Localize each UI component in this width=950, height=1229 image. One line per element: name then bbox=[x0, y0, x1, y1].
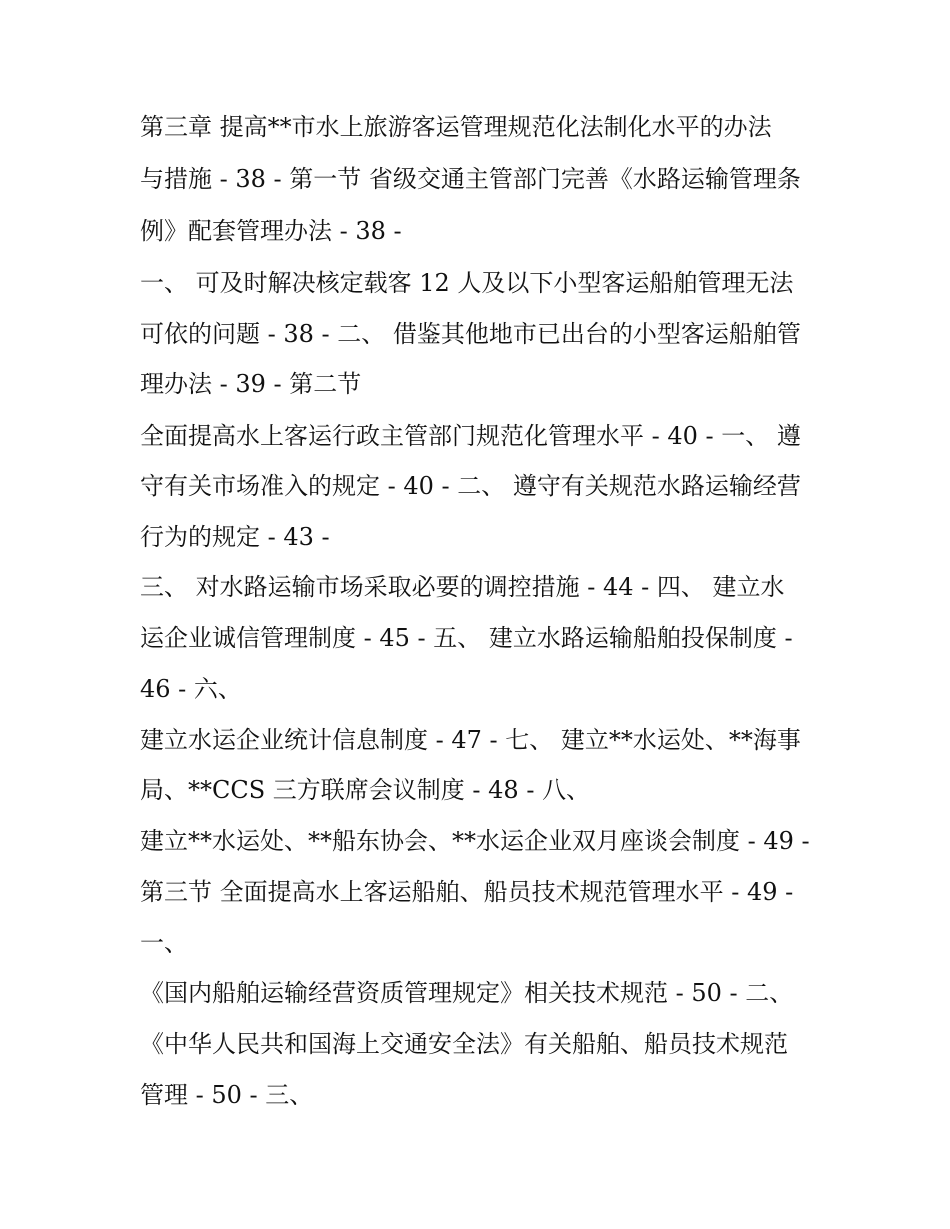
text-line: 一、 bbox=[140, 929, 188, 957]
text-line: 一、 可及时解决核定载客 12 人及以下小型客运船舶管理无法 bbox=[140, 269, 794, 297]
text-line: 例》配套管理办法 - 38 - bbox=[140, 217, 402, 245]
text-line: 运企业诚信管理制度 - 45 - 五、 建立水路运输船舶投保制度 - bbox=[140, 624, 793, 652]
text-line: 三、 对水路运输市场采取必要的调控措施 - 44 - 四、 建立水 bbox=[140, 573, 785, 601]
text-line: 理办法 - 39 - 第二节 bbox=[140, 370, 362, 398]
text-line: 与措施 - 38 - 第一节 省级交通主管部门完善《水路运输管理条 bbox=[140, 165, 801, 193]
text-line: 可依的问题 - 38 - 二、 借鉴其他地市已出台的小型客运船舶管 bbox=[140, 320, 801, 348]
text-line: 守有关市场准入的规定 - 40 - 二、 遵守有关规范水路运输经营 bbox=[140, 472, 801, 500]
text-line: 46 - 六、 bbox=[140, 675, 242, 703]
text-line: 建立**水运处、**船东协会、**水运企业双月座谈会制度 - 49 - bbox=[140, 827, 810, 855]
text-line: 管理 - 50 - 三、 bbox=[140, 1081, 314, 1109]
text-line: 《中华人民共和国海上交通安全法》有关船舶、船员技术规范 bbox=[140, 1030, 788, 1058]
text-line: 第三章 提高**市水上旅游客运管理规范化法制化水平的办法 bbox=[140, 113, 772, 141]
text-line: 第三节 全面提高水上客运船舶、船员技术规范管理水平 - 49 - bbox=[140, 878, 794, 906]
text-line: 局、**CCS 三方联席会议制度 - 48 - 八、 bbox=[140, 776, 591, 804]
text-line: 《国内船舶运输经营资质管理规定》相关技术规范 - 50 - 二、 bbox=[140, 979, 794, 1007]
text-line: 全面提高水上客运行政主管部门规范化管理水平 - 40 - 一、 遵 bbox=[140, 422, 801, 450]
text-line: 行为的规定 - 43 - bbox=[140, 523, 330, 551]
text-line: 建立水运企业统计信息制度 - 47 - 七、 建立**水运处、**海事 bbox=[140, 726, 801, 754]
